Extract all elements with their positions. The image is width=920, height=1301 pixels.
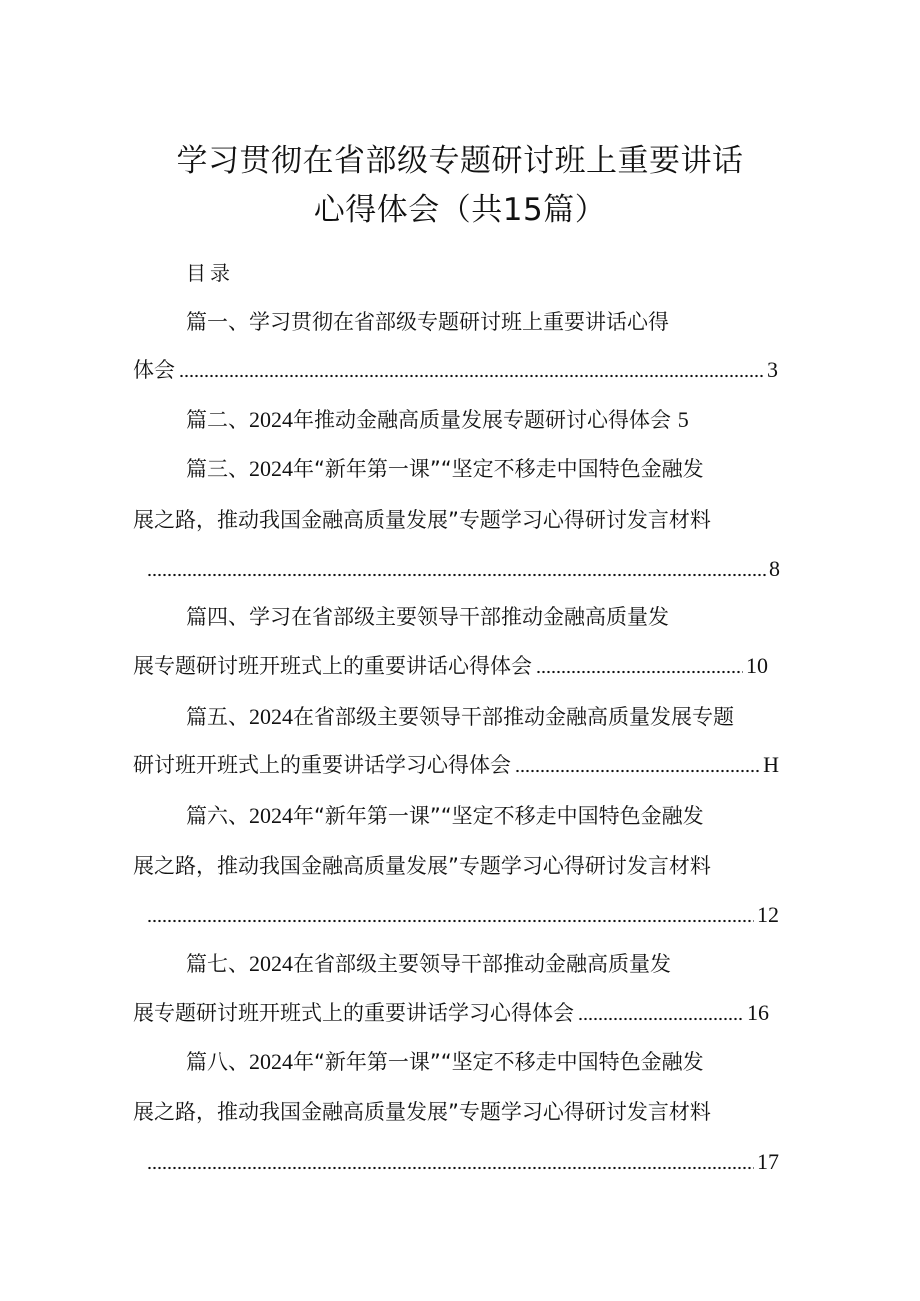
toc-entry-1-page: 3 [767,357,778,382]
toc-entry-3-text: 年“新年第一课”“坚定不移走中国特色金融发 [293,457,704,481]
toc-entry-5-line1 [186,702,734,732]
toc-entry-8-year: 2024 [249,1049,293,1074]
document-title-line1: 学习贯彻在省部级专题研讨班上重要讲话 [176,143,744,179]
toc-entry-3-prefix: 篇三、 [186,457,249,481]
toc-leader-dots [578,1017,744,1021]
toc-entry-1-line2[interactable] [133,355,778,385]
toc-entry-1-line1: 篇一、学习贯彻在省部级专题研讨班上重要讲话心得 [186,310,669,334]
toc-entry-1-text: 体会 [133,358,175,382]
toc-entry-6-line2: 展之路，推动我国金融高质量发展”专题学习心得研讨发言材料 [133,854,711,878]
toc-entry-2-prefix: 篇二、 [186,408,249,432]
toc-entry-5-prefix: 篇五、 [186,705,249,729]
toc-entry-8-prefix: 篇八、 [186,1050,249,1074]
toc-entry-8-line3[interactable] [143,1147,779,1177]
toc-entry-4-line2[interactable] [133,651,768,681]
toc-leader-dots [179,374,764,378]
toc-entry-7-prefix: 篇七、 [186,952,249,976]
toc-leader-dots [147,573,766,577]
toc-heading: 目录 [186,261,234,285]
toc-entry-6-page: 12 [757,902,779,927]
toc-entry-3-year: 2024 [249,456,293,481]
toc-entry-5-page: H [763,752,779,777]
toc-entry-6-line3[interactable] [143,900,779,930]
toc-entry-7-text: 在省部级主要领导干部推动金融高质量发 [293,952,671,976]
toc-entry-5-year: 2024 [249,704,293,729]
toc-entry-7-text2: 展专题研讨班开班式上的重要讲话学习心得体会 [133,1001,574,1025]
toc-entry-7-year: 2024 [249,951,293,976]
toc-entry-2-page: 5 [677,407,689,432]
toc-entry-8-line2: 展之路，推动我国金融高质量发展”专题学习心得研讨发言材料 [133,1100,711,1124]
toc-entry-4-line1: 篇四、学习在省部级主要领导干部推动金融高质量发 [186,605,669,629]
toc-entry-4-page: 10 [746,653,768,678]
toc-entry-2-line1[interactable] [186,405,689,435]
toc-entry-6-year: 2024 [249,803,293,828]
toc-entry-4-text: 展专题研讨班开班式上的重要讲话心得体会 [133,654,532,678]
toc-entry-2-text: 年推动金融高质量发展专题研讨心得体会 [293,408,671,432]
toc-entry-3-page: 8 [769,556,780,581]
toc-entry-5-text2: 研讨班开班式上的重要讲话学习心得体会 [133,753,511,777]
toc-entry-6-text: 年“新年第一课”“坚定不移走中国特色金融发 [293,804,704,828]
toc-entry-3-line3[interactable] [143,554,780,584]
toc-entry-7-line2[interactable] [133,998,769,1028]
toc-leader-dots [515,769,760,773]
toc-leader-dots [536,670,743,674]
toc-entry-8-page: 17 [757,1149,779,1174]
toc-entry-8-text: 年“新年第一课”“坚定不移走中国特色金融发 [293,1050,704,1074]
document-title-line2: 心得体会（共15篇） [313,192,607,228]
toc-entry-7-page: 16 [747,1000,769,1025]
toc-entry-3-line2: 展之路，推动我国金融高质量发展”专题学习心得研讨发言材料 [133,508,711,532]
toc-entry-5-line2[interactable] [133,750,779,780]
toc-entry-8-line1 [186,1047,704,1077]
toc-entry-6-line1 [186,801,704,831]
toc-entry-3-line1 [186,454,704,484]
toc-entry-5-text: 在省部级主要领导干部推动金融高质量发展专题 [293,705,734,729]
toc-leader-dots [147,1166,754,1170]
toc-entry-6-prefix: 篇六、 [186,804,249,828]
toc-entry-7-line1 [186,949,671,979]
toc-entry-2-year: 2024 [249,407,293,432]
toc-leader-dots [147,919,754,923]
